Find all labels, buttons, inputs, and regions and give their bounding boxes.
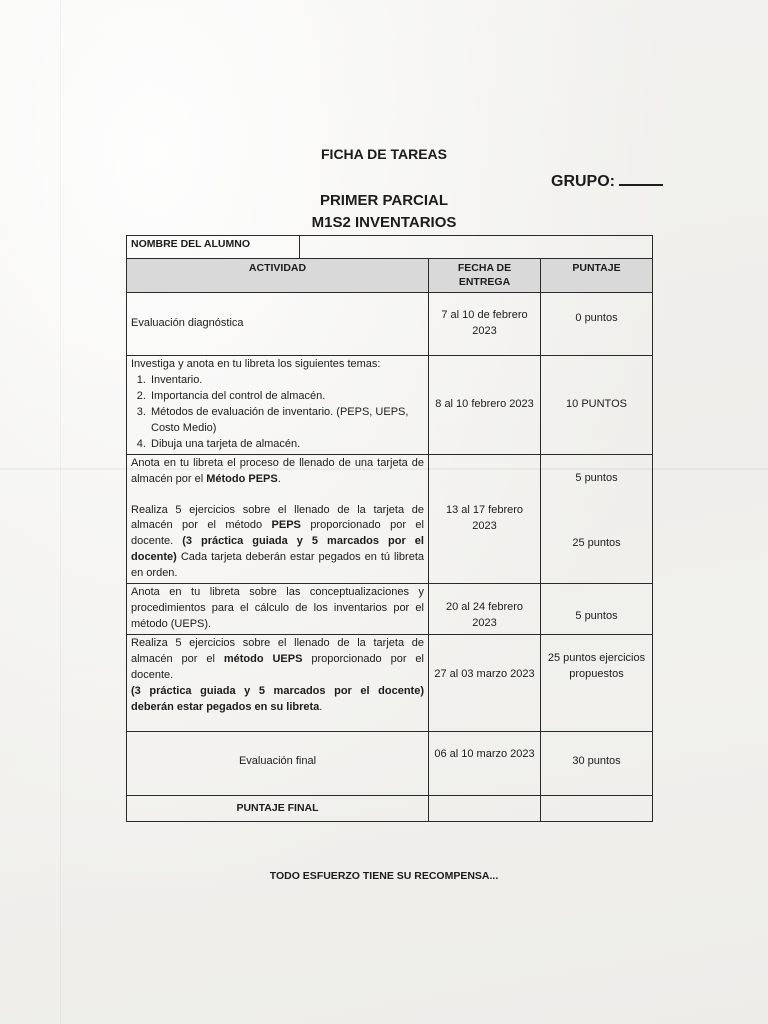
activity-cell — [127, 635, 429, 732]
activity-cell: Anota en tu libreta sobre las conceptualizaciones y procedimientos para el cálculo de los inventarios por el método (UEPS). — [127, 584, 429, 635]
score-cell: 25 puntos ejercicios propuestos — [541, 635, 653, 732]
final-score-value-cell — [541, 796, 653, 822]
final-score-date-cell — [429, 796, 541, 822]
practice-note-bold: (3 práctica guiada y 5 marcados por el docente) — [131, 535, 424, 564]
table-row — [127, 635, 653, 732]
score-cell: 30 puntos — [541, 732, 653, 796]
group-label: GRUPO: — [551, 173, 615, 190]
header-score: PUNTAJE — [541, 259, 653, 293]
topics-list — [131, 373, 424, 453]
table-row — [127, 356, 653, 455]
list-item: 1. Inventario. — [149, 373, 424, 389]
text-segment: proporcionado por el docente. — [131, 652, 424, 681]
score-cell — [541, 454, 653, 584]
student-name-row — [127, 236, 653, 259]
list-item: 4. Dibuja una tarjeta de almacén. — [149, 437, 424, 453]
method-peps-bold: Método PEPS — [206, 472, 278, 485]
final-score-label: PUNTAJE FINAL — [127, 796, 429, 822]
peps-bold: PEPS — [271, 519, 301, 532]
score-cell: 5 puntos — [541, 584, 653, 635]
date-cell: 8 al 10 febrero 2023 — [429, 356, 541, 455]
activity-cell — [127, 356, 429, 455]
text-segment: Realiza 5 ejercicios sobre el llenado de la tarjeta de almacén por el método — [131, 503, 424, 532]
table-row — [127, 732, 653, 796]
text-segment: proporcionado por el docente. — [131, 519, 424, 548]
table-row — [127, 454, 653, 584]
subject-title: M1S2 INVENTARIOS — [311, 214, 457, 231]
date-cell: 7 al 10 de febrero 2023 — [429, 293, 541, 356]
list-item: 3. Métodos de evaluación de inventario. (PEPS, UEPS, Costo Medio) — [149, 405, 424, 437]
period-title: PRIMER PARCIAL — [319, 192, 449, 209]
group-blank-line — [619, 170, 663, 186]
text-segment: . — [319, 700, 323, 713]
tasks-table — [126, 235, 653, 822]
document-title: FICHA DE TAREAS — [321, 146, 447, 162]
activity-part-2 — [131, 503, 424, 583]
table-row — [127, 584, 653, 635]
activity-cell: Evaluación diagnóstica — [127, 293, 429, 356]
text-segment: Cada tarjeta deberán estar pegados en tú libreta en orden. — [131, 551, 424, 580]
student-name-field — [300, 236, 653, 259]
text-segment: . — [277, 472, 281, 485]
score-part-2: 25 puntos — [572, 536, 621, 549]
date-cell: 13 al 17 febrero 2023 — [429, 454, 541, 584]
date-cell: 20 al 24 febrero 2023 — [429, 584, 541, 635]
date-cell: 06 al 10 marzo 2023 — [429, 732, 541, 796]
date-cell: 27 al 03 marzo 2023 — [429, 635, 541, 732]
text-segment: Anota en tu libreta el proceso de llenado de una tarjeta de almacén por el — [131, 456, 424, 485]
footer-motto: TODO ESFUERZO TIENE SU RECOMPENSA... — [269, 870, 499, 882]
activity-cell — [127, 454, 429, 584]
header-activity: ACTIVIDAD — [127, 259, 429, 293]
activity-part-1 — [131, 636, 424, 684]
method-ueps-bold: método UEPS — [223, 652, 303, 665]
list-item: 2. Importancia del control de almacén. — [149, 389, 424, 405]
student-name-label: NOMBRE DEL ALUMNO — [127, 236, 300, 259]
header-due-date: FECHA DE ENTREGA — [429, 259, 541, 293]
group-field — [551, 170, 663, 191]
activity-part-2 — [131, 684, 424, 716]
table-row — [127, 293, 653, 356]
score-part-1: 5 puntos — [575, 471, 618, 484]
activity-part-1 — [131, 456, 424, 488]
text-segment: Realiza 5 ejercicios sobre el llenado de la tarjeta de almacén por el — [131, 637, 424, 665]
score-cell: 10 PUNTOS — [541, 356, 653, 455]
activity-intro: Investiga y anota en tu libreta los siguientes temas: — [131, 358, 381, 370]
final-score-row — [127, 796, 653, 822]
practice-note-bold: (3 práctica guiada y 5 marcados por el docente) deberán estar pegados en su libreta — [131, 684, 424, 713]
table-header-row — [127, 259, 653, 293]
score-cell: 0 puntos — [541, 293, 653, 356]
activity-cell: Evaluación final — [127, 732, 429, 796]
